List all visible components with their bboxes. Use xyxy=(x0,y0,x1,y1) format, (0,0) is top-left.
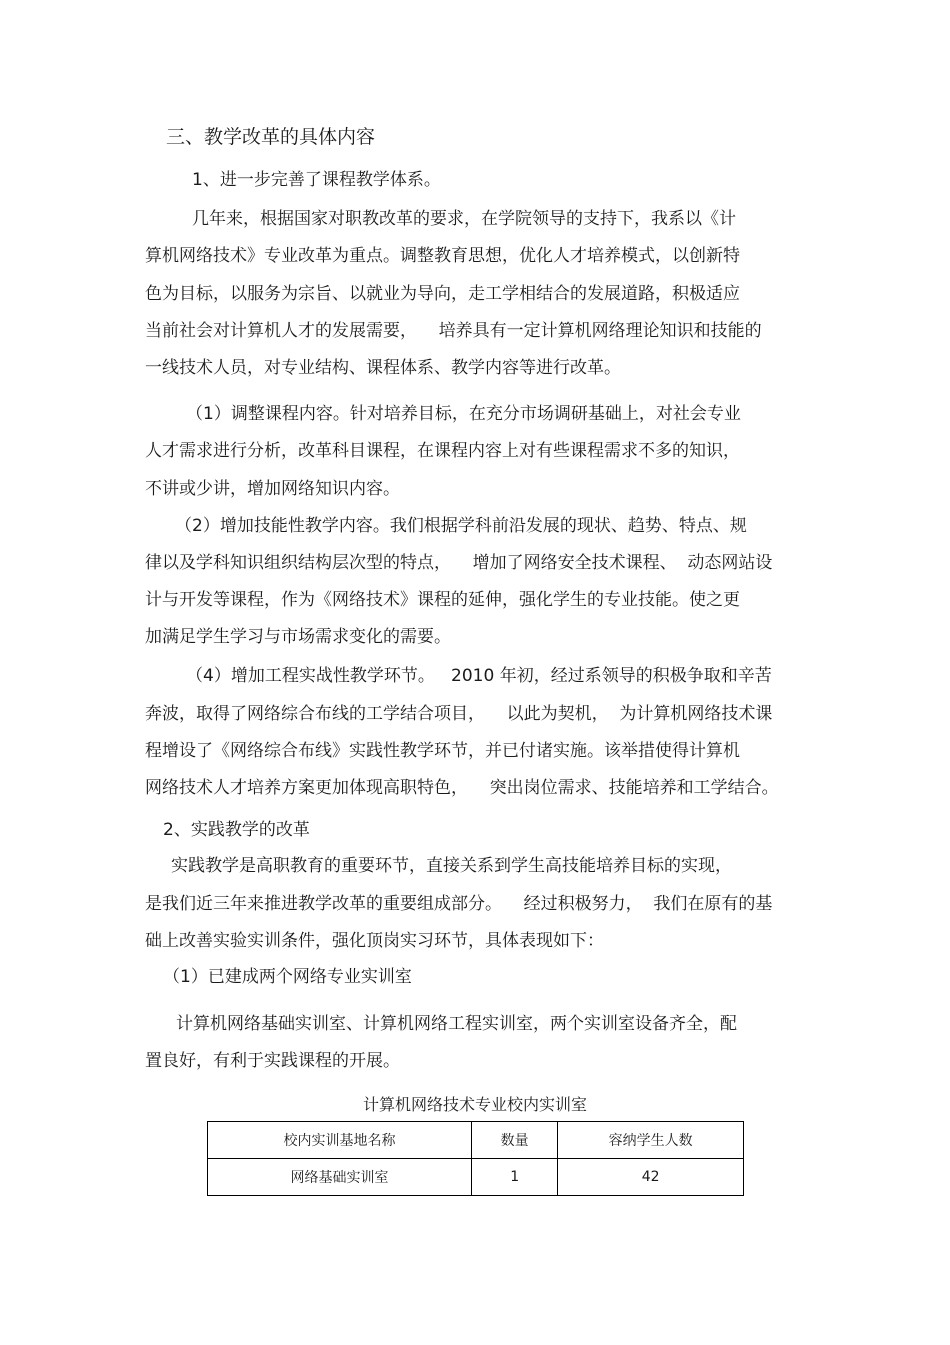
subsection-title: 2、实践教学的改革 xyxy=(163,820,310,840)
paragraph-line: 不讲或少讲，增加网络知识内容。 xyxy=(145,479,400,499)
paragraph-line: 计与开发等课程，作为《网络技术》课程的延伸，强化学生的专业技能。使之更 xyxy=(145,590,740,610)
paragraph-line: 色为目标，以服务为宗旨、以就业为导向，走工学相结合的发展道路，积极适应 xyxy=(145,284,740,304)
lab-table xyxy=(207,1121,744,1196)
paragraph-line: 当前社会对计算机人才的发展需要， 培养具有一定计算机网络理论知识和技能的 xyxy=(145,321,762,341)
paragraph-line: 是我们近三年来推进教学改革的重要组成部分。 经过积极努力， 我们在原有的基 xyxy=(145,894,773,914)
table-caption: 计算机网络技术专业校内实训室 xyxy=(362,1095,587,1114)
table-cell: 1 xyxy=(471,1159,557,1196)
paragraph-line: （2）增加技能性教学内容。我们根据学科前沿发展的现状、趋势、特点、规 xyxy=(175,516,747,536)
paragraph-line: （1）调整课程内容。针对培养目标，在充分市场调研基础上，对社会专业 xyxy=(186,404,741,424)
paragraph-line: 程增设了《网络综合布线》实践性教学环节，并已付诸实施。该举措使得计算机 xyxy=(145,741,740,761)
paragraph-line: 人才需求进行分析，改革科目课程，在课程内容上对有些课程需求不多的知识， xyxy=(145,441,740,461)
table-cell: 42 xyxy=(558,1159,744,1196)
practice-item-title: （1）已建成两个网络专业实训室 xyxy=(163,967,412,987)
paragraph-line: 网络技术人才培养方案更加体现高职特色， 突出岗位需求、技能培养和工学结合。 xyxy=(145,778,779,798)
paragraph-line: 律以及学科知识组织结构层次型的特点， 增加了网络安全技术课程、 动态网站设 xyxy=(145,553,773,573)
table-header-cell: 容纳学生人数 xyxy=(558,1122,744,1159)
section-title: 三、教学改革的具体内容 xyxy=(166,126,376,148)
paragraph-line: 计算机网络基础实训室、计算机网络工程实训室，两个实训室设备齐全，配 xyxy=(176,1014,737,1034)
paragraph-line: 算机网络技术》专业改革为重点。调整教育思想，优化人才培养模式，以创新特 xyxy=(145,246,740,266)
table-header-cell: 校内实训基地名称 xyxy=(208,1122,472,1159)
table-header-row xyxy=(208,1122,744,1159)
table-header-cell: 数量 xyxy=(471,1122,557,1159)
table-cell: 网络基础实训室 xyxy=(208,1159,472,1196)
subsection-title: 1、进一步完善了课程教学体系。 xyxy=(192,170,441,190)
paragraph-line: 一线技术人员，对专业结构、课程体系、教学内容等进行改革。 xyxy=(145,358,621,378)
paragraph-line: 几年来，根据国家对职教改革的要求，在学院领导的支持下，我系以《计 xyxy=(192,209,736,229)
paragraph-line: 实践教学是高职教育的重要环节，直接关系到学生高技能培养目标的实现， xyxy=(171,856,732,876)
paragraph-line: 置良好，有利于实践课程的开展。 xyxy=(145,1051,400,1071)
paragraph-line: （4）增加工程实战性教学环节。 2010 年初，经过系领导的积极争取和辛苦 xyxy=(186,666,772,686)
paragraph-line: 加满足学生学习与市场需求变化的需要。 xyxy=(145,627,451,647)
paragraph-line: 奔波，取得了网络综合布线的工学结合项目， 以此为契机， 为计算机网络技术课 xyxy=(145,704,773,724)
table-row xyxy=(208,1159,744,1196)
paragraph-line: 础上改善实验实训条件，强化顶岗实习环节，具体表现如下： xyxy=(145,931,604,951)
